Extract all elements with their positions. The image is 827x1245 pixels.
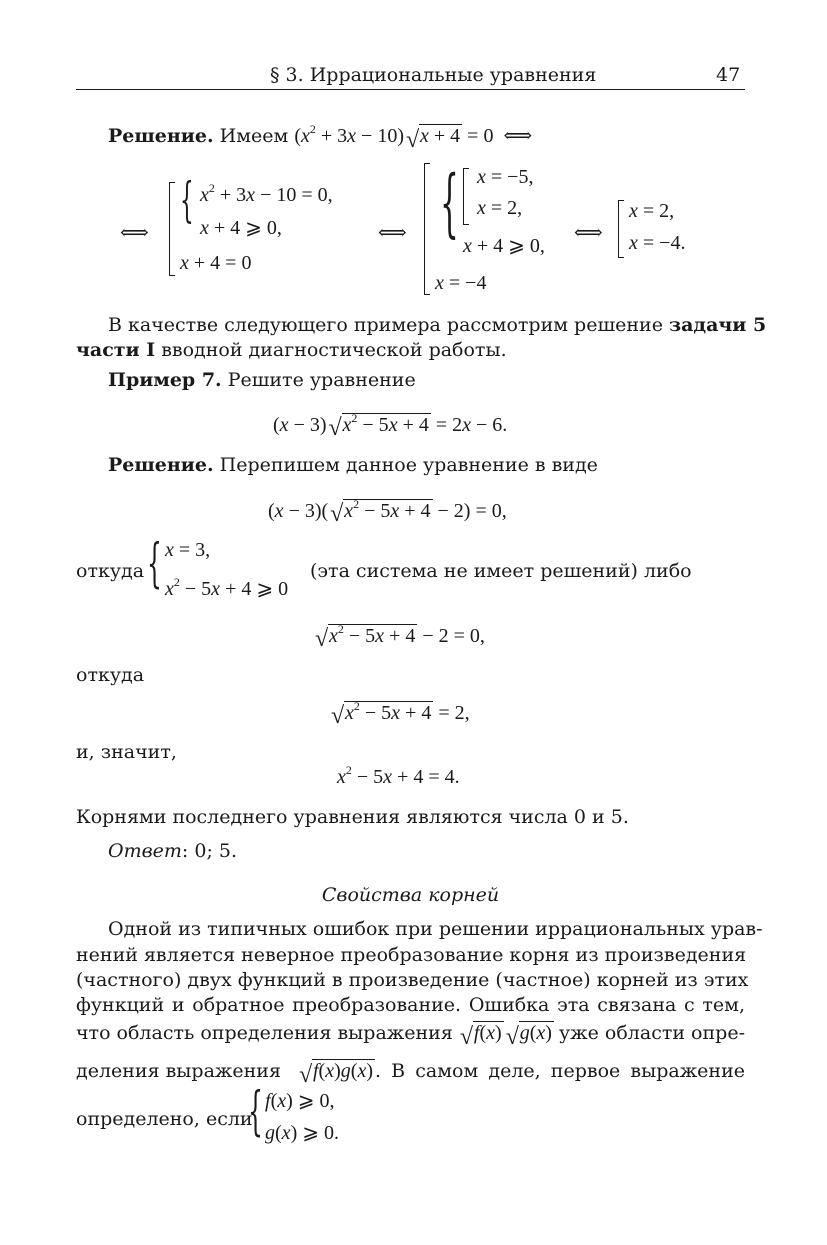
sys1-eq1: $x^2 + 3x - 10 = 0$, [200,181,333,206]
running-header-title: § 3. Иррациональные уравнения [270,64,597,86]
equation-quadratic: $x^2 - 5x + 4 = 4$. [337,763,460,788]
solution-text: Имеем [219,125,289,147]
para2-line6b-text: . В самом деле, первое выражение [375,1060,745,1082]
cond-g-nonneg: g(x) ⩾ 0. [265,1122,339,1144]
para2-line2-text: нений является неверное преобразование корня из произведения [76,944,747,966]
para2-line2 [76,942,745,968]
sys2-eq2: x = 2, [477,197,523,219]
equation-example-7: (x − 3) √ $x^2 - 5x + 4 = 2x - 6$. [273,411,508,441]
final-eq2: x = −4. [629,232,686,254]
answer-label: Ответ [108,840,182,862]
equation-root-eq-two: √ $x^2 - 5x + 4 = 2$, [331,699,470,729]
bracket-outer-1 [169,182,175,276]
final-eq1: x = 2, [629,200,675,222]
para2-line6a-text: деления выражения [76,1060,281,1082]
cond-f-nonneg: f(x) ⩾ 0, [265,1090,335,1112]
expr-sqrt-f-sqrt-g: √ f(x) √ g(x) [459,1022,552,1050]
bracket-outer-2 [424,163,430,295]
solution-2-text: Перепишем данное уравнение в виде [219,454,598,476]
para2-line1-text: Одной из типичных ошибок при решении иррациональных урав- [108,918,763,940]
para1-bold-b: части I [76,339,156,361]
solution-label: Решение. [108,125,214,147]
answer-value: : 0; 5. [181,840,238,862]
equiv-arrow-3: ⟺ [574,222,603,244]
brace-2: { [440,160,459,246]
answer-line [108,838,237,864]
para1-text-a: В качестве следующего примера рассмотрим решение [108,314,663,336]
section-title: Свойства корней [321,884,500,906]
page-number: 47 [716,64,741,86]
para1-line1 [76,312,767,338]
brace-1: { [180,172,194,228]
equation-1: $(x^2 + 3x - 10)$ √ x + 4 = 0 ⟺ [294,122,533,153]
equiv-arrow-1: ⟺ [120,222,149,244]
sys1-eq2: x + 4 ⩾ 0, [200,217,282,239]
para2-line1 [108,916,763,942]
solution-1-line [108,122,533,153]
para2-line5 [76,1020,745,1050]
sys2-eq3: x + 4 ⩾ 0, [463,235,545,257]
solution-2 [108,452,598,478]
example-7 [108,367,416,393]
para2-line4-text: функций и обратное преобразование. Ошибка эта связана с тем, [76,994,745,1016]
sys2-eq4: x = −4 [435,272,487,294]
para1-bold-a: задачи 5 [668,314,767,336]
para2-line6 [76,1058,745,1088]
para2-line3 [76,967,749,993]
brace-4: { [248,1082,263,1142]
para1-line2 [76,337,507,363]
para2-line5a-text: что область определения выражения [76,1022,453,1044]
roots-sentence: Корнями последнего уравнения являются числа 0 и 5. [76,806,629,828]
no-solutions-text: (эта система не имеет решений) либо [310,560,692,582]
word-znachit: и, значит, [76,741,177,763]
equiv-arrow-2: ⟺ [378,222,407,244]
para2-line7: определено, если [76,1108,253,1130]
para2-line5b-text: уже области опре- [558,1022,745,1044]
sys3-eq1: x = 3, [165,539,211,561]
example-label: Пример 7. [108,369,222,391]
equation-root-minus-two: √ $x^2 - 5x + 4 - 2 = 0$, [315,622,485,652]
header-rule [76,89,745,90]
sys3-eq2: $x^2 - 5x + 4$ ⩾ 0 [165,575,289,600]
solution-2-label: Решение. [108,454,214,476]
bracket-final [618,200,624,258]
para2-line3-text: (частного) двух функций в произведение (частное) корней из этих [76,969,749,991]
para2-line4 [76,992,745,1018]
word-otkuda: откуда [76,560,145,582]
equation-rewritten: (x − 3)( √ $x^2 - 5x + 4 - 2) = 0$, [268,497,507,527]
bracket-inner [463,168,469,225]
expr-sqrt-fg: √ f(x)g(x) [298,1060,373,1088]
para1-text-b: вводной диагностической работы. [161,339,507,361]
example-text: Решите уравнение [227,369,416,391]
word-otkuda-2: откуда [76,664,145,686]
sys1-eq3: x + 4 = 0 [180,252,252,274]
brace-3: { [147,534,162,594]
sys2-eq1: x = −5, [477,166,534,188]
